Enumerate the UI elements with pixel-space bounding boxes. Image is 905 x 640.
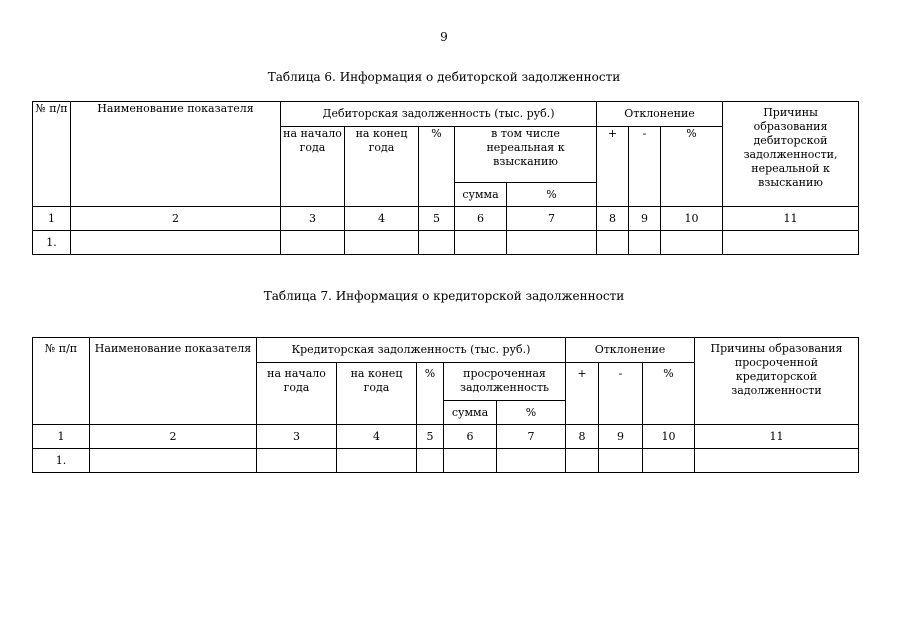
table6-cell	[345, 231, 419, 255]
table6-caption: Таблица 6. Информация о дебиторской задолженности	[267, 70, 621, 84]
table7-header-sub-pct: %	[497, 401, 566, 425]
table6-header-end: на конец года	[345, 127, 419, 207]
table7	[32, 337, 859, 473]
table6-index-row	[33, 207, 859, 231]
table7-index-row	[33, 425, 859, 449]
table6-cell	[723, 231, 859, 255]
table7-index-cell: 10	[643, 425, 695, 449]
table6-header-reason: Причины образования дебиторской задолженности, нереальной к взысканию	[723, 102, 859, 207]
table7-cell	[599, 449, 643, 473]
table7-cell	[417, 449, 444, 473]
table7-index-cell: 6	[444, 425, 497, 449]
table7-cell	[337, 449, 417, 473]
table7-header-deviation: Отклонение	[566, 338, 695, 363]
table6-header-plus: +	[597, 127, 629, 207]
table6-cell	[71, 231, 281, 255]
table7-header-plus: +	[566, 363, 599, 425]
table7-cell	[257, 449, 337, 473]
table7-index-cell: 9	[599, 425, 643, 449]
table7-cell	[497, 449, 566, 473]
table6-data-row	[33, 231, 859, 255]
table7-header-end: на конец года	[337, 363, 417, 425]
table7-header-pct: %	[417, 363, 444, 425]
table7-index-cell: 3	[257, 425, 337, 449]
table7-header-subgroup: просроченная задолженность	[444, 363, 566, 401]
table6-header-minus: -	[629, 127, 661, 207]
table7-cell	[695, 449, 859, 473]
table6-header-num: № п/п	[33, 102, 71, 207]
table6-header-name: Наименование показателя	[71, 102, 281, 207]
table7-cell	[566, 449, 599, 473]
table6-cell	[281, 231, 345, 255]
table6-cell	[661, 231, 723, 255]
table6-index-cell: 8	[597, 207, 629, 231]
table6-header-sub-pct: %	[507, 183, 597, 207]
table7-caption: Таблица 7. Информация о кредиторской задолженности	[263, 289, 625, 303]
table7-header-group: Кредиторская задолженность (тыс. руб.)	[257, 338, 566, 363]
table6-index-cell: 11	[723, 207, 859, 231]
table7-header-start: на начало года	[257, 363, 337, 425]
table6-header-deviation: Отклонение	[597, 102, 723, 127]
table7-header-sum: сумма	[444, 401, 497, 425]
table7-index-cell: 4	[337, 425, 417, 449]
table6-header-start: на начало года	[281, 127, 345, 207]
table7-cell	[643, 449, 695, 473]
table6-cell	[629, 231, 661, 255]
table7-index-cell: 5	[417, 425, 444, 449]
table6-index-cell: 4	[345, 207, 419, 231]
table7-index-cell: 11	[695, 425, 859, 449]
table6-index-cell: 2	[71, 207, 281, 231]
table7-header-dev-pct: %	[643, 363, 695, 425]
table6-index-cell: 6	[455, 207, 507, 231]
table6-index-cell: 7	[507, 207, 597, 231]
table6-cell: 1.	[33, 231, 71, 255]
table7-cell: 1.	[33, 449, 90, 473]
table7-index-cell: 8	[566, 425, 599, 449]
table7-index-cell: 7	[497, 425, 566, 449]
table6-index-cell: 10	[661, 207, 723, 231]
table7-header-minus: -	[599, 363, 643, 425]
table6-cell	[419, 231, 455, 255]
page-number: 9	[440, 30, 448, 44]
table7-cell	[90, 449, 257, 473]
table6-header-group: Дебиторская задолженность (тыс. руб.)	[281, 102, 597, 127]
table7-header-name: Наименование показателя	[90, 338, 257, 425]
table6-header-pct: %	[419, 127, 455, 207]
table6-header-dev-pct: %	[661, 127, 723, 207]
table6-index-cell: 1	[33, 207, 71, 231]
table6-header-subgroup: в том числе нереальная к взысканию	[455, 127, 597, 183]
table7-data-row	[33, 449, 859, 473]
table7-index-cell: 1	[33, 425, 90, 449]
table6-header-sum: сумма	[455, 183, 507, 207]
table6-cell	[455, 231, 507, 255]
table6	[32, 101, 859, 255]
table7-header-num: № п/п	[33, 338, 90, 425]
table6-cell	[597, 231, 629, 255]
table7-cell	[444, 449, 497, 473]
table6-cell	[507, 231, 597, 255]
table6-index-cell: 3	[281, 207, 345, 231]
table7-index-cell: 2	[90, 425, 257, 449]
table6-index-cell: 5	[419, 207, 455, 231]
table6-index-cell: 9	[629, 207, 661, 231]
table7-header-reason: Причины образования просроченной кредиторской задолженности	[695, 338, 859, 425]
